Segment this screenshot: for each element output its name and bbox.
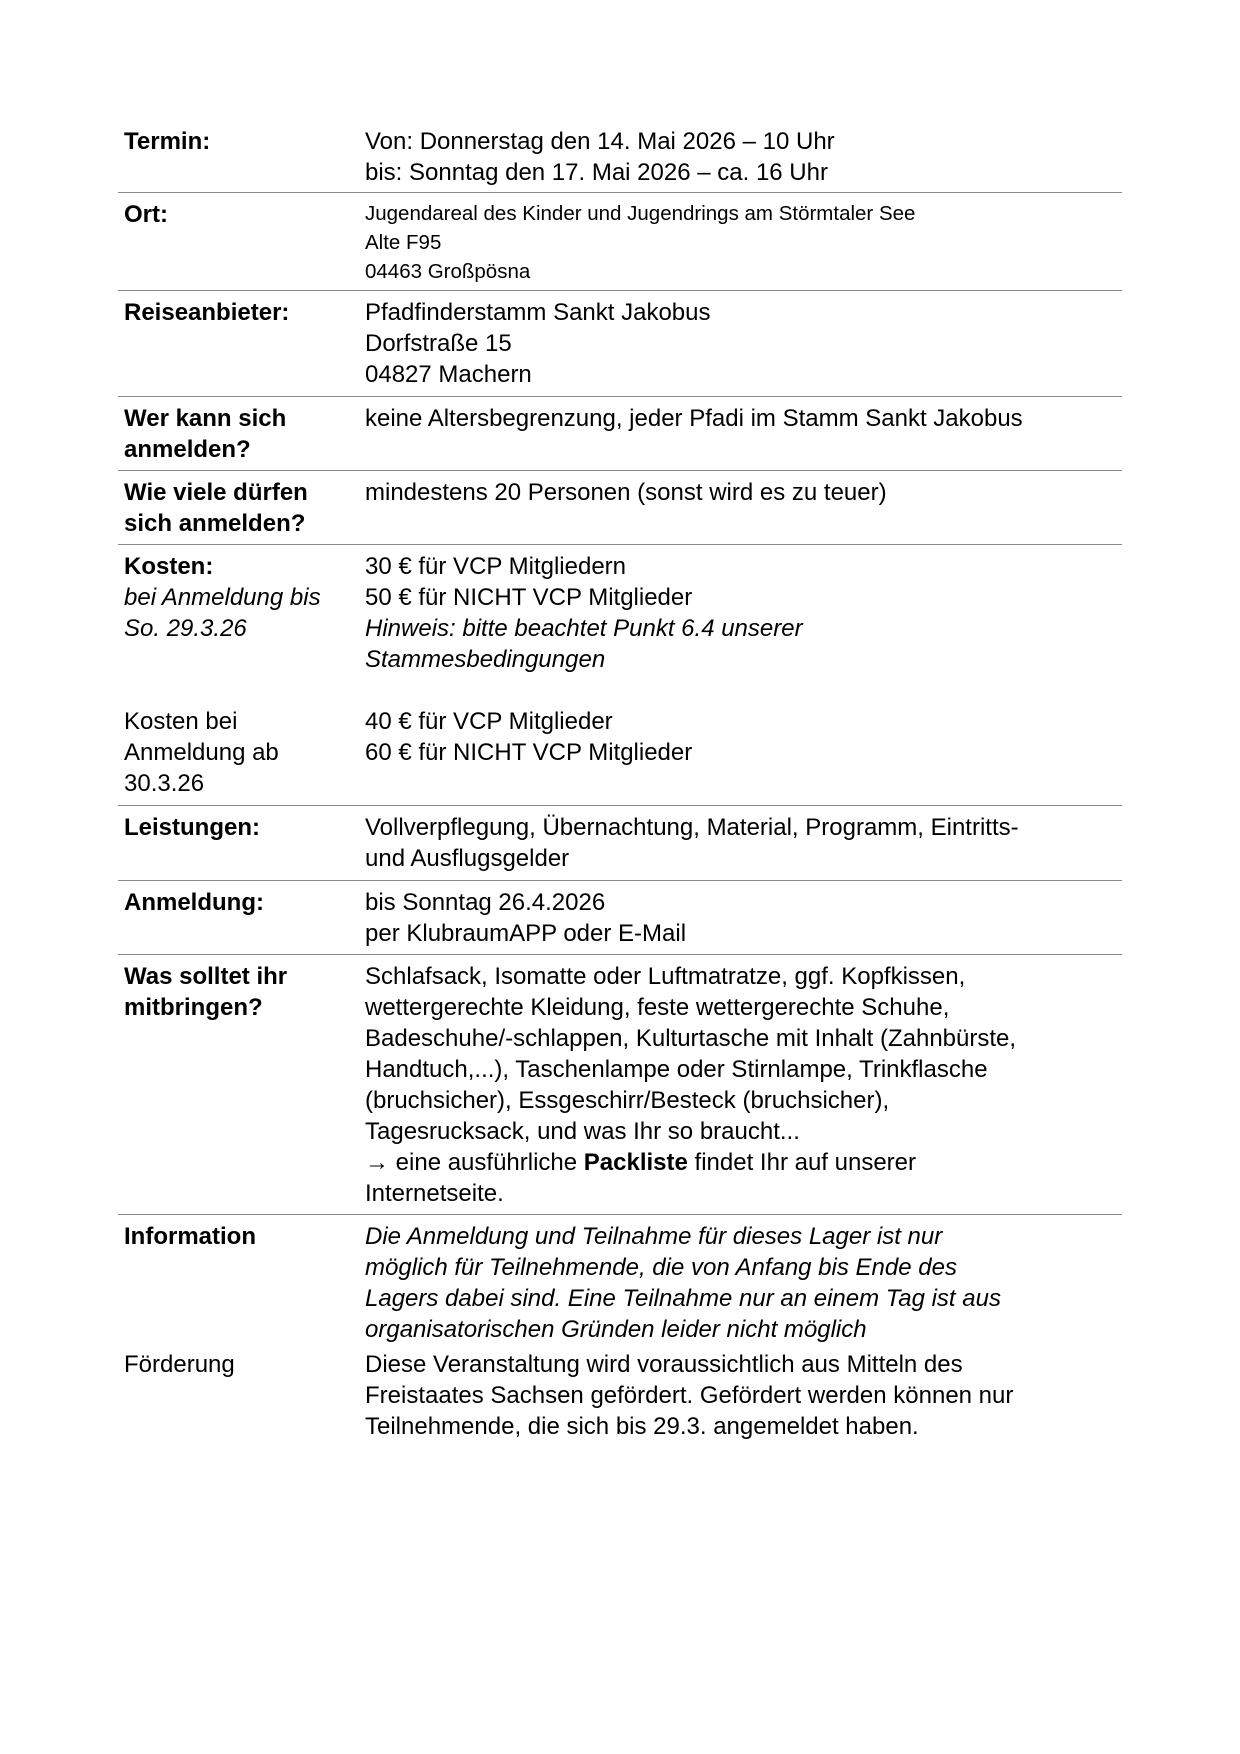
mitbringen-line-3: Badeschuhe/-schlappen, Kulturtasche mit Inhalt (Zahnbürste, xyxy=(365,1025,1017,1052)
row-wer xyxy=(118,397,1122,471)
label-anmeldung-text: Anmeldung: xyxy=(124,889,264,916)
label-wer xyxy=(124,403,365,470)
kosten-note-1: Hinweis: bitte beachtet Punkt 6.4 unserer xyxy=(365,615,803,642)
label-mitbringen-line-2: mitbringen? xyxy=(124,994,263,1021)
row-anmeldung xyxy=(118,881,1122,955)
label-information xyxy=(124,1221,365,1349)
packliste-last: Internetseite. xyxy=(365,1180,504,1207)
mitbringen-line-6: Tagesrucksack, und was Ihr so braucht... xyxy=(365,1118,800,1145)
ort-line-1: Jugendareal des Kinder und Jugendrings am Störmtaler See xyxy=(365,202,916,225)
value-ort xyxy=(365,199,1122,290)
label-reiseanbieter-text: Reiseanbieter: xyxy=(124,299,290,326)
value-leistungen xyxy=(365,812,1122,880)
information-line-1: Die Anmeldung und Teilnahme für dieses Lager ist nur xyxy=(365,1223,943,1250)
wer-line-1: keine Altersbegrenzung, jeder Pfadi im Stamm Sankt Jakobus xyxy=(365,405,1023,432)
row-mitbringen xyxy=(118,955,1122,1215)
wieviele-line-1: mindestens 20 Personen (sonst wird es zu teuer) xyxy=(365,479,887,506)
label-termin-text: Termin: xyxy=(124,128,211,155)
label-foerderung xyxy=(124,1349,365,1442)
value-termin xyxy=(365,126,1122,188)
packliste-line xyxy=(365,1147,1122,1178)
ort-line-3: 04463 Großpösna xyxy=(365,260,531,283)
anmeldung-method: per KlubraumAPP oder E-Mail xyxy=(365,920,687,947)
row-ort xyxy=(118,193,1122,291)
label-kosten-late-3: 30.3.26 xyxy=(124,770,205,797)
mitbringen-line-5: (bruchsicher), Essgeschirr/Besteck (bruchsicher), xyxy=(365,1087,890,1114)
label-wer-line-1: Wer kann sich xyxy=(124,405,287,432)
mitbringen-line-2: wettergerechte Kleidung, feste wettergerechte Schuhe, xyxy=(365,994,950,1021)
kosten-note-2: Stammesbedingungen xyxy=(365,646,606,673)
row-wieviele xyxy=(118,471,1122,545)
mitbringen-line-1: Schlafsack, Isomatte oder Luftmatratze, ggf. Kopfkissen, xyxy=(365,963,966,990)
label-kosten-late xyxy=(124,706,365,799)
foerderung-line-2: Freistaates Sachsen gefördert. Gefördert werden können nur xyxy=(365,1382,1014,1409)
leistungen-line-2: und Ausflugsgelder xyxy=(365,845,570,872)
label-mitbringen xyxy=(124,961,365,1214)
reiseanbieter-line-2: Dorfstraße 15 xyxy=(365,330,512,357)
termin-from: Von: Donnerstag den 14. Mai 2026 – 10 Uhr xyxy=(365,128,835,155)
value-information xyxy=(365,1221,1122,1349)
label-kosten-late-1: Kosten bei xyxy=(124,708,238,735)
value-wer xyxy=(365,403,1122,470)
label-ort-text: Ort: xyxy=(124,201,168,228)
label-kosten-sub-2: So. 29.3.26 xyxy=(124,615,247,642)
label-ort xyxy=(124,199,365,290)
kosten-late xyxy=(124,706,1122,799)
label-wieviele xyxy=(124,477,365,544)
ort-line-2: Alte F95 xyxy=(365,231,442,254)
row-reiseanbieter xyxy=(118,291,1122,397)
reiseanbieter-line-3: 04827 Machern xyxy=(365,361,532,388)
foerderung-line-3: Teilnehmende, die sich bis 29.3. angemeldet haben. xyxy=(365,1413,919,1440)
label-anmeldung xyxy=(124,887,365,954)
label-termin xyxy=(124,126,365,188)
termin-to: bis: Sonntag den 17. Mai 2026 – ca. 16 Uhr xyxy=(365,159,828,186)
kosten-early xyxy=(124,551,1122,675)
row-information xyxy=(118,1215,1122,1349)
row-foerderung xyxy=(118,1349,1122,1442)
value-mitbringen xyxy=(365,961,1122,1214)
packliste-bold: Packliste xyxy=(583,1149,688,1176)
label-kosten-late-2: Anmeldung ab xyxy=(124,739,279,766)
label-foerderung-text: Förderung xyxy=(124,1351,235,1378)
label-kosten-sub-1: bei Anmeldung bis xyxy=(124,584,321,611)
label-wer-line-2: anmelden? xyxy=(124,436,251,463)
kosten-member: 30 € für VCP Mitgliedern xyxy=(365,553,627,580)
kosten-nonmember: 50 € für NICHT VCP Mitglieder xyxy=(365,584,693,611)
leistungen-line-1: Vollverpflegung, Übernachtung, Material, Programm, Eintritts- xyxy=(365,814,1019,841)
packliste-suffix: findet Ihr auf unserer xyxy=(687,1149,917,1176)
info-table xyxy=(118,126,1122,1442)
value-kosten xyxy=(365,551,1122,675)
label-kosten-text: Kosten: xyxy=(124,553,214,580)
label-reiseanbieter xyxy=(124,297,365,396)
label-wieviele-line-2: sich anmelden? xyxy=(124,510,306,537)
information-line-4: organisatorischen Gründen leider nicht möglich xyxy=(365,1316,867,1343)
value-foerderung xyxy=(365,1349,1122,1442)
packliste-prefix: → eine ausführliche xyxy=(365,1149,584,1176)
mitbringen-line-4: Handtuch,...), Taschenlampe oder Stirnlampe, Trinkflasche xyxy=(365,1056,988,1083)
row-leistungen xyxy=(118,806,1122,881)
label-kosten xyxy=(124,551,365,675)
anmeldung-deadline: bis Sonntag 26.4.2026 xyxy=(365,889,606,916)
foerderung-line-1: Diese Veranstaltung wird voraussichtlich aus Mitteln des xyxy=(365,1351,963,1378)
value-wieviele xyxy=(365,477,1122,544)
label-information-text: Information xyxy=(124,1223,256,1250)
reiseanbieter-line-1: Pfadfinderstamm Sankt Jakobus xyxy=(365,299,711,326)
value-anmeldung xyxy=(365,887,1122,954)
information-line-2: möglich für Teilnehmende, die von Anfang bis Ende des xyxy=(365,1254,957,1281)
value-kosten-late xyxy=(365,706,1122,799)
label-mitbringen-line-1: Was solltet ihr xyxy=(124,963,288,990)
kosten-late-member: 40 € für VCP Mitglieder xyxy=(365,708,613,735)
kosten-late-nonmember: 60 € für NICHT VCP Mitglieder xyxy=(365,739,693,766)
row-termin xyxy=(118,126,1122,193)
label-leistungen-text: Leistungen: xyxy=(124,814,260,841)
value-reiseanbieter xyxy=(365,297,1122,396)
label-leistungen xyxy=(124,812,365,880)
row-kosten xyxy=(118,545,1122,806)
information-line-3: Lagers dabei sind. Eine Teilnahme nur an einem Tag ist aus xyxy=(365,1285,1001,1312)
label-wieviele-line-1: Wie viele dürfen xyxy=(124,479,308,506)
